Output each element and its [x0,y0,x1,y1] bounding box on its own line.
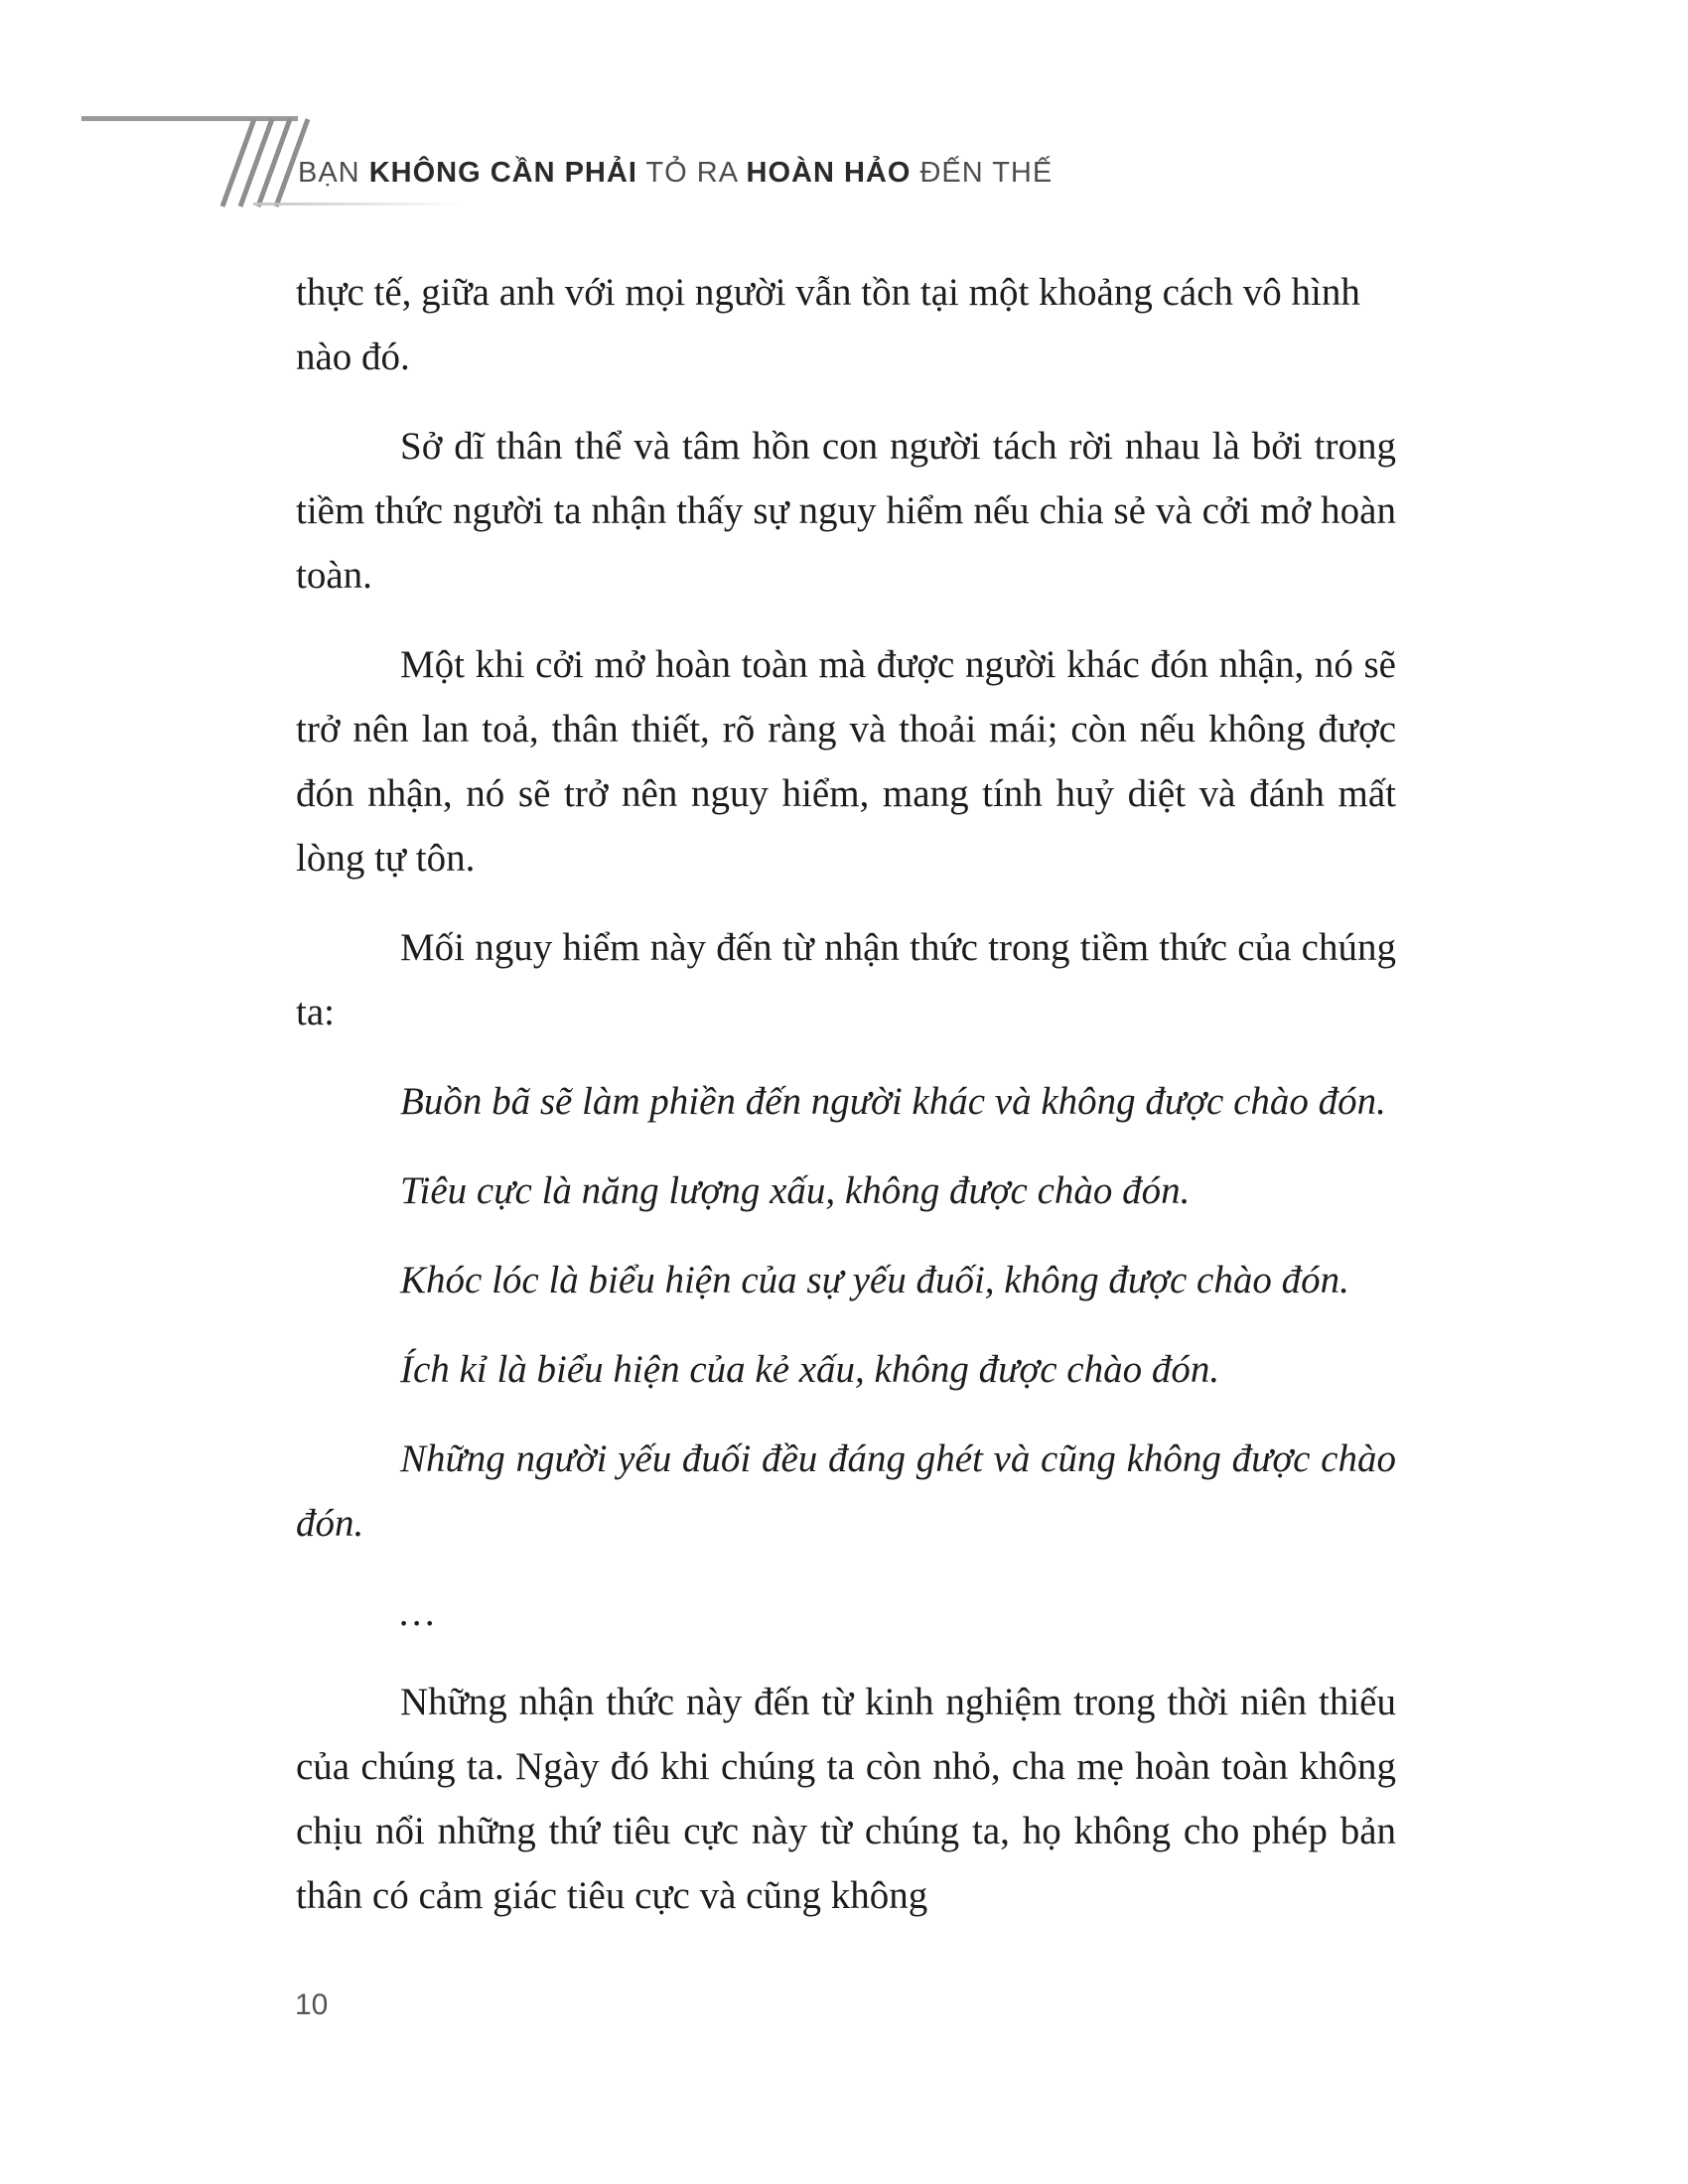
header-slashes-icon [220,117,310,208]
title-part: BẠN [298,157,360,189]
italic-quote: Tiêu cực là năng lượng xấu, không được chào đón. [400,1169,1191,1212]
title-part: HOÀN HẢO [746,157,912,189]
paragraph: Mối nguy hiểm này đến từ nhận thức trong tiềm thức của chúng ta: [296,926,1396,1033]
header-fade-rule [253,203,462,205]
paragraph: thực tế, giữa anh với mọi người vẫn tồn tại một khoảng cách vô hình nào đó. [296,271,1360,378]
title-part: TỎ RA [645,157,738,189]
page-number: 10 [295,1988,329,2021]
page-body [296,260,1396,1953]
italic-quote: Ích kỉ là biểu hiện của kẻ xấu, không được chào đón. [400,1348,1220,1391]
italic-quote: Buồn bã sẽ làm phiền đến người khác và không được chào đón. [400,1080,1386,1123]
paragraph: Sở dĩ thân thể và tâm hồn con người tách rời nhau là bởi trong tiềm thức người ta nhận thấy sự nguy hiểm nếu chia sẻ và cởi mở hoàn toàn. [296,425,1396,597]
paragraph: Một khi cởi mở hoàn toàn mà được người khác đón nhận, nó sẽ trở nên lan toả, thân thiết, rõ ràng và thoải mái; còn nếu không được đón nhận, nó sẽ trở nên nguy hiểm, mang tính huỷ diệt và đánh mất lòng tự tôn. [296,643,1396,880]
paragraph: Những nhận thức này đến từ kinh nghiệm trong thời niên thiếu của chúng ta. Ngày đó khi chúng ta còn nhỏ, cha mẹ hoàn toàn không chịu nổi những thứ tiêu cực này từ chúng ta, họ không cho phép bản thân có cảm giác tiêu cực và cũng không [296,1681,1396,1917]
title-part: KHÔNG CẦN PHẢI [368,157,637,189]
italic-quote: Khóc lóc là biểu hiện của sự yếu đuối, không được chào đón. [400,1259,1349,1301]
title-part: ĐẾN THẾ [919,157,1054,189]
ellipsis: … [400,1591,435,1634]
running-header [0,0,1688,218]
book-title [298,157,1053,190]
italic-quote: Những người yếu đuối đều đáng ghét và cũng không được chào đón. [296,1437,1396,1545]
